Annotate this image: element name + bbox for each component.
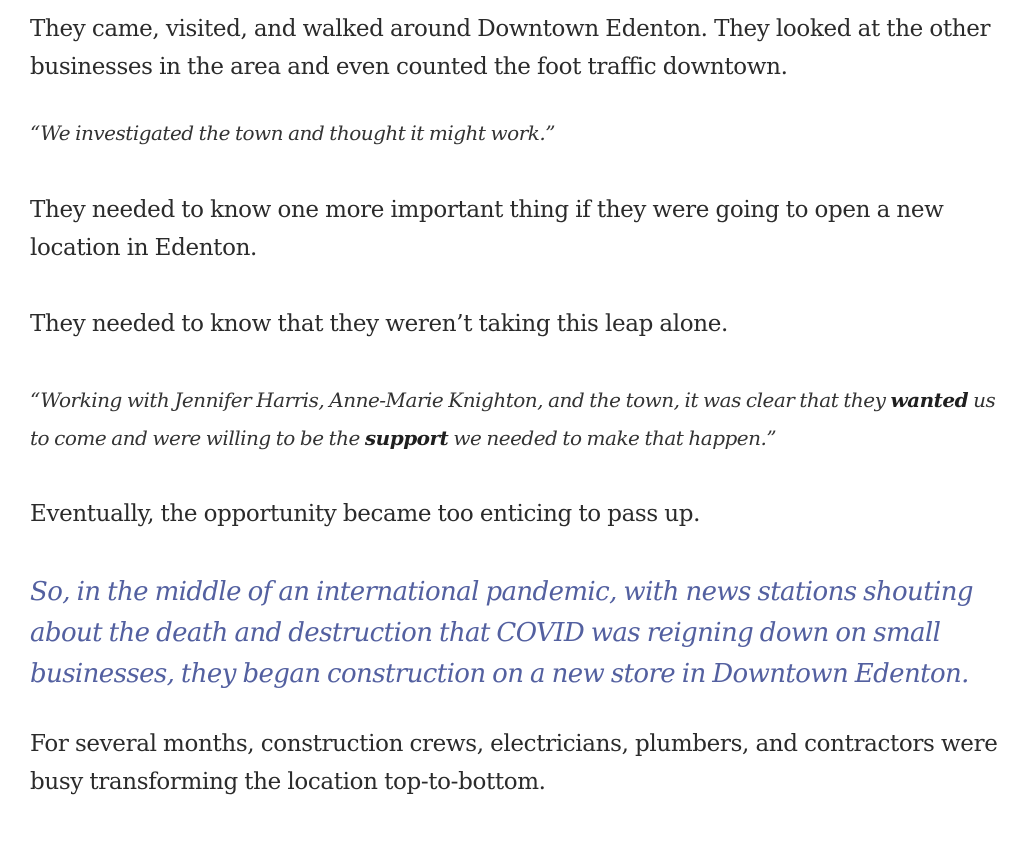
quote-support <box>30 381 1005 457</box>
quote-emphasis-wanted: wanted <box>890 388 969 412</box>
quote-investigated: “We investigated the town and thought it might work.” <box>30 121 555 145</box>
pull-quote: So, in the middle of an international pandemic, with news stations shouting about the death and destruction that COVID was reigning down on small businesses, they began construction on a new store in Downtown Edenton. <box>30 577 973 689</box>
quote-text-part: “Working with Jennifer Harris, Anne-Marie Knighton, and the town, it was clear that they <box>30 388 891 412</box>
paragraph-opportunity: Eventually, the opportunity became too enticing to pass up. <box>30 501 701 527</box>
paragraph-visit: They came, visited, and walked around Downtown Edenton. They looked at the other businesses in the area and even counted the foot traffic downtown. <box>30 16 991 80</box>
paragraph-not-alone: They needed to know that they weren’t taking this leap alone. <box>30 311 728 337</box>
article-body <box>30 0 1005 801</box>
quote-emphasis-support: support <box>364 426 449 450</box>
paragraph-construction: For several months, construction crews, electricians, plumbers, and contractors were busy transforming the location top-to-bottom. <box>30 731 998 795</box>
paragraph-one-more-thing: They needed to know one more important thing if they were going to open a new location in Edenton. <box>30 197 944 261</box>
quote-text-part: us to come and were willing to be the <box>30 388 996 450</box>
quote-text-part: we needed to make that happen.” <box>448 426 777 450</box>
